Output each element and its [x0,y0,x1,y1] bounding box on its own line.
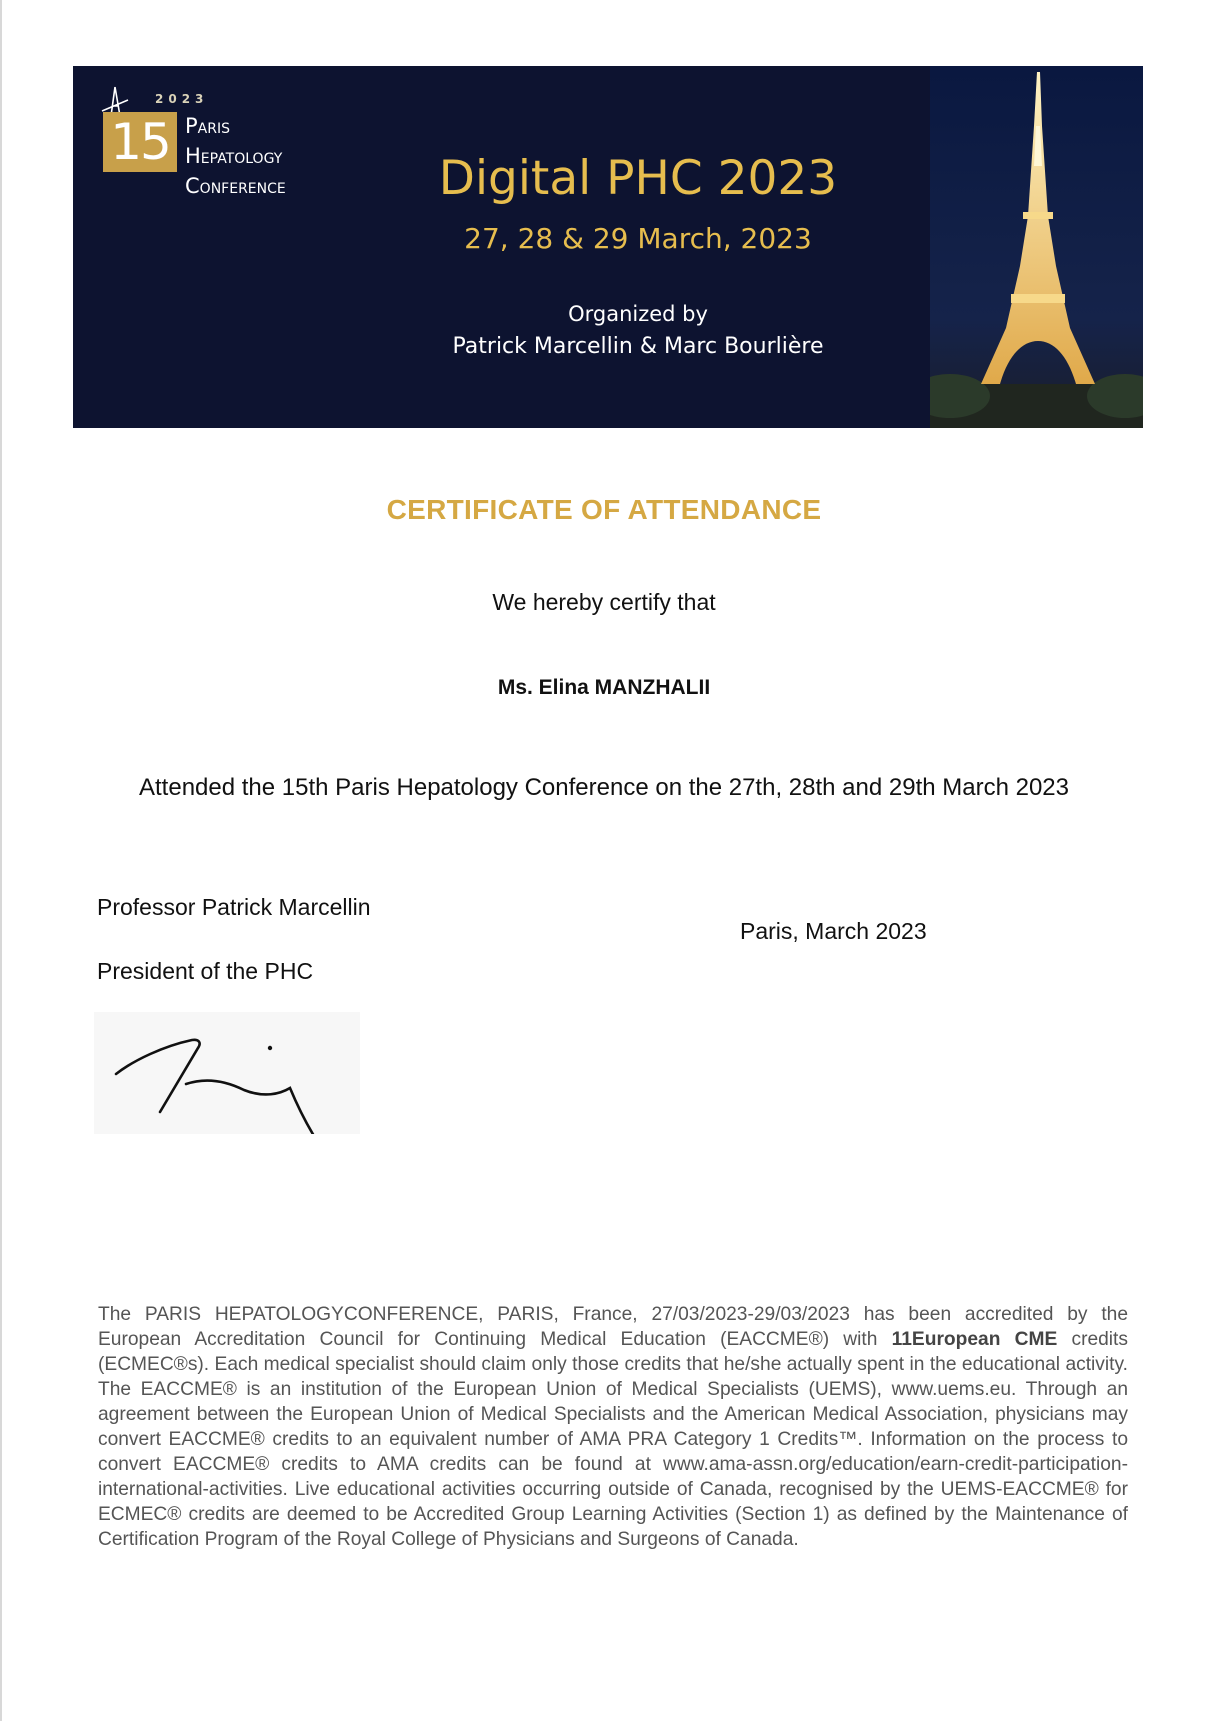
conference-banner [73,66,1143,428]
organizers-names: Patrick Marcellin & Marc Bourlière [452,334,824,359]
accreditation-credits: 11European CME [891,1329,1058,1350]
handwritten-signature [94,1012,360,1134]
event-title: Digital PHC 2023 [438,151,838,206]
logo-line-paris: PARIS [185,114,230,138]
event-dates: 27, 28 & 29 March, 2023 [464,222,812,255]
logo-edition-number: 15 [103,112,177,172]
signatory-name: Professor Patrick Marcellin [97,894,371,920]
organized-by-label: Organized by [568,302,708,326]
logo-line-conference: CONFERENCE [185,174,286,198]
signatory-role: President of the PHC [97,958,314,984]
accreditation-notice [98,1302,1128,1552]
place-and-date: Paris, March 2023 [740,918,927,944]
phc-logo [103,80,303,198]
eiffel-tower-photo [930,66,1143,428]
accreditation-part1: The PARIS HEPATOLOGYCONFERENCE, PARIS, France, 27/03/2023-29/03/2023 has been accredited by the European Accreditation Council for Continuing Medical Education (EACCME®) with [98,1304,1128,1350]
certify-statement: We hereby certify that [492,589,716,615]
page-edge [0,0,2,1721]
certificate-title: CERTIFICATE OF ATTENDANCE [386,494,822,525]
recipient-name: Ms. Elina MANZHALII [497,676,711,699]
logo-line-hepatology: HEPATOLOGY [185,144,283,168]
accreditation-part2: credits (ECMEC®s). Each medical specialist should claim only those credits that he/she actually spent in the educational activity. The EACCME® is an institution of the European Union of Medical Specialists (UEMS), www.uems.eu. Through an agreement between the European Union of Medical Specialists and the American Medical Association, physicians may convert EACCME® credits to an equivalent number of AMA PRA Category 1 Credits™. Information on the process to convert EACCME® credits to AMA credits can be found at www.ama-assn.org/education/earn-credit-participation-international-activities. Live educational activities occurring outside of Canada, recognised by the UEMS-EACCME® for ECMEC® credits are deemed to be Accredited Group Learning Activities (Section 1) as defined by the Maintenance of Certification Program of the Royal College of Physicians and Surgeons of Canada. [98,1329,1128,1550]
logo-year: 2023 [155,92,209,106]
logo-wordmark [185,113,286,203]
attendance-statement: Attended the 15th Paris Hepatology Conference on the 27th, 28th and 29th March 2023 [139,774,1069,801]
